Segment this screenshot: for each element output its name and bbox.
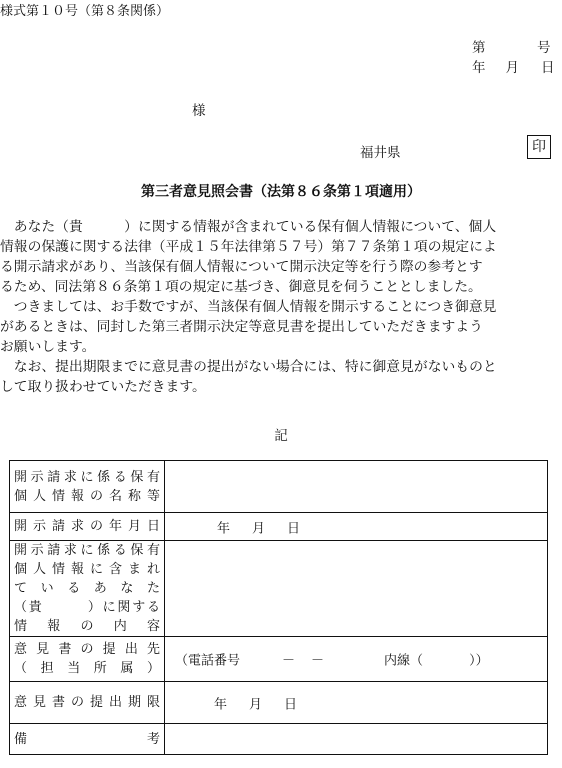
label-deadline: 意見書の提出期限 <box>10 682 165 724</box>
paragraph-line: つきましては、お手数ですが、当該保有個人情報を開示することにつき御意見 <box>0 299 497 315</box>
addressee: 様 <box>192 103 206 119</box>
paragraph-line: あなた（貴 ）に関する情報が含まれている保有個人情報について、個人 <box>0 219 497 235</box>
paragraph-line: なお、提出期限までに意見書の提出がない場合には、特に御意見がないものと <box>0 359 497 375</box>
table-row <box>10 682 548 724</box>
date-year: 年 <box>472 60 486 76</box>
doc-number-unit: 号 <box>537 40 551 56</box>
issue-date <box>472 56 555 76</box>
form-number: 様式第１０号（第８条関係） <box>0 4 170 19</box>
ki-heading: 記 <box>274 428 288 444</box>
issuer-name: 福井県 <box>360 145 401 161</box>
info-table <box>9 460 548 755</box>
document-title: 第三者意見照会書（法第８６条第１項適用） <box>141 184 421 200</box>
request-date-field[interactable]: 年 月 日 <box>165 513 548 541</box>
date-day: 日 <box>541 60 555 76</box>
label-info-name: 開示請求に係る保有 個人情報の名称等 <box>10 461 165 513</box>
label-submit-to: 意見書の提出先 （担当所属） <box>10 637 165 682</box>
phone-label: （電話番号 <box>175 653 241 669</box>
info-content-field[interactable] <box>165 541 548 637</box>
table-row <box>10 541 548 637</box>
doc-number-label: 第 <box>472 40 486 56</box>
remarks-field[interactable] <box>165 724 548 755</box>
label-remarks: 備 考 <box>10 724 165 755</box>
label-info-content: 開示請求に係る保有 個人情報に含まれ ているあなた （貴 ）に関する 情報の内容 <box>10 541 165 637</box>
paragraph-line: して取り扱わせていただきます。 <box>0 379 206 395</box>
label-request-date: 開示請求の年月日 <box>10 513 165 541</box>
date-month: 月 <box>505 60 519 76</box>
table-row <box>10 724 548 755</box>
paragraph-line: お願いします。 <box>0 339 96 355</box>
paragraph-line: るため、同法第８６条第１項の規定に基づき、御意見を伺うこととしました。 <box>0 279 482 295</box>
table-row <box>10 513 548 541</box>
table-row <box>10 637 548 682</box>
extension-label: 内線（ <box>384 653 424 669</box>
submit-to-field[interactable]: （電話番号 － － 内線（ ）） <box>165 637 548 682</box>
seal-box: 印 <box>527 135 551 159</box>
paragraph-3 <box>0 357 562 397</box>
deadline-field[interactable]: 年 月 日 <box>165 682 548 724</box>
paragraph-2 <box>0 297 562 357</box>
paragraph-line: があるときは、同封した第三者開示決定等意見書を提出していただきますよう <box>0 319 483 335</box>
table-row <box>10 461 548 513</box>
paragraph-line: 情報の保護に関する法律（平成１５年法律第５７号）第７７条第１項の規定によ <box>0 239 497 255</box>
paragraph-1 <box>0 217 562 297</box>
paragraph-line: る開示請求があり、当該保有個人情報について開示決定等を行う際の参考とす <box>0 259 483 275</box>
info-name-field[interactable] <box>165 461 548 513</box>
